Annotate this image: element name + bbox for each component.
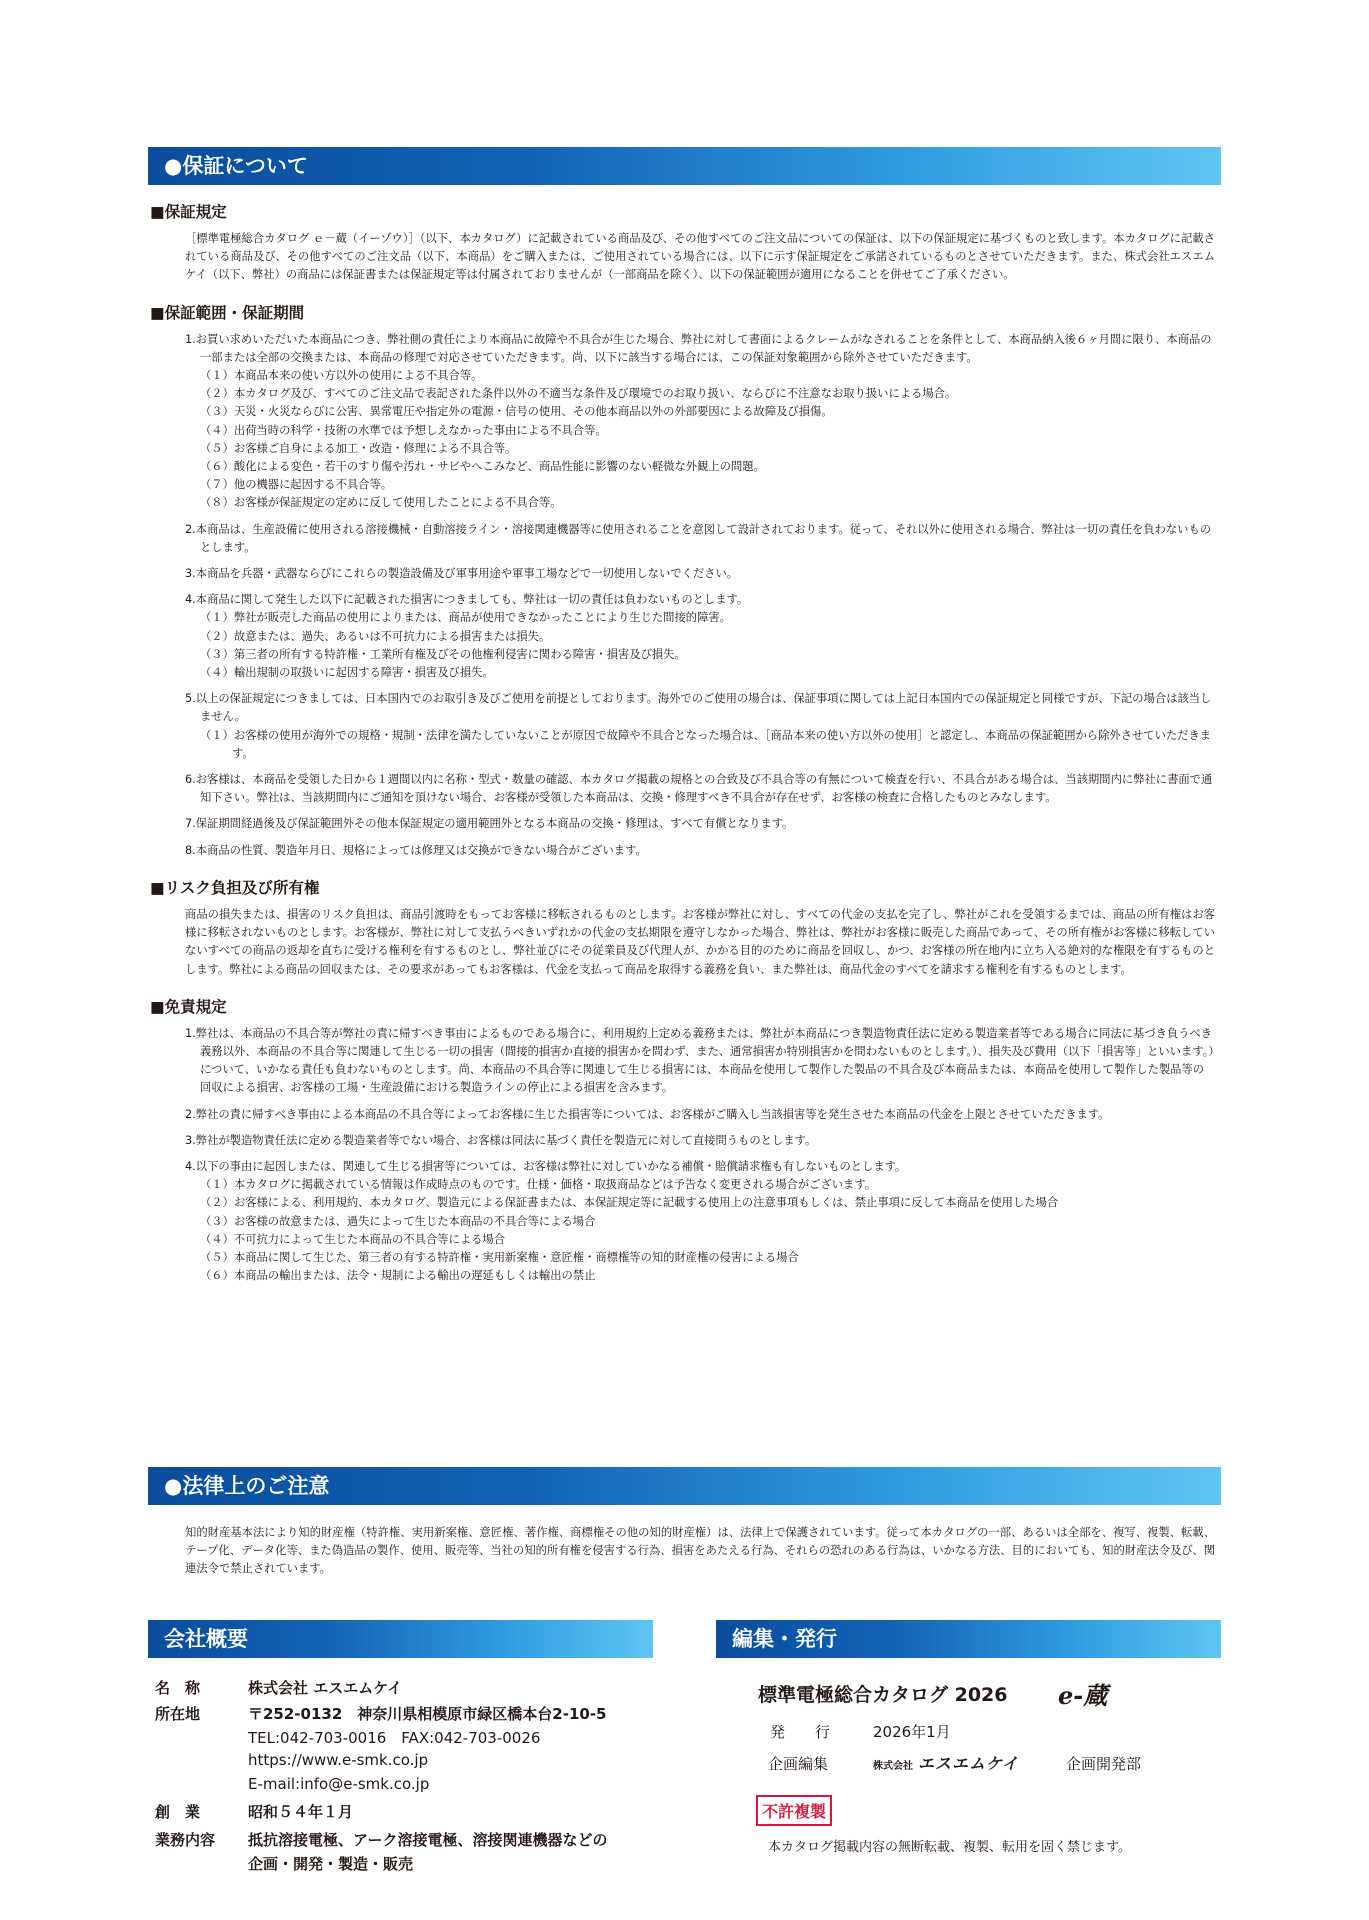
warranty-rules-text: ［標準電極総合カタログ ｅ－蔵（イーゾウ）］（以下、本カタログ）に記載されている商品及び、その他すべてのご注文品についての保証は、以下の保証規定に基づくものと致します。本カタログに記載されている商品及び、その他すべてのご注文品（以下、本商品）をご購入または、ご使用されている場合には、以下に示す保証規定をご承諾されているものとさせていただきます。また、株式会社エスエムケイ（以下、弊社）の商品には保証書または保証規定等は付属されておりませんが（一部商品を除く）、以下の保証範囲が適用になることを併せてご了承ください。 [185, 232, 1215, 282]
section-header-company [148, 1620, 653, 1658]
section-header-publish-text: 編集・発行 [732, 1627, 837, 1651]
department: 企画開発部 [1066, 1755, 1142, 1773]
issue-date: 2026年1月 [873, 1723, 951, 1741]
list-item: 8.本商品の性質、製造年月日、規格によっては修理又は交換ができない場合がございます。 [185, 843, 647, 857]
list-item: 4.以下の事由に起因しまたは、関連して生じる損害等については、お客様は弊社に対していかなる補償・賠償請求権も有しないものとします。 [185, 1159, 907, 1173]
list-item: 2.弊社の責に帰すべき事由による本商品の不具合等によってお客様に生じた損害等については、お客様がご購入し当該損害等を発生させた本商品の代金を上限とさせていただきます。 [185, 1107, 1110, 1121]
edit-label: 企画編集 [768, 1755, 829, 1773]
list-item: 2.本商品は、生産設備に使用される溶接機械・自動溶接ライン・溶接関連機器等に使用されることを意図して設計されております。従って、それ以外に使用される場合、弊社は一切の責任を負わないものとします。 [185, 522, 1212, 554]
sub-list-item: （４）出荷当時の科学・技術の水準では予想しえなかった事由による不具合等。 [200, 423, 607, 437]
sub-list-item: （４）不可抗力によって生じた本商品の不具合等による場合 [200, 1232, 506, 1246]
list-item: 4.本商品に関して発生した以下に記載された損害につきましても、弊社は一切の責任は負わないものとします。 [185, 593, 749, 607]
founded-label: 創 業 [155, 1803, 201, 1821]
sub-list-item: （６）本商品の輸出または、法令・規制による輸出の遅延もしくは輸出の禁止 [200, 1269, 596, 1283]
company-url[interactable]: https://www.e-smk.co.jp [248, 1751, 429, 1769]
subheading-disclaimer: ■免責規定 [150, 997, 227, 1016]
list-item: 6.お客様は、本商品を受領した日から１週間以内に名称・型式・数量の確認、本カタログ掲載の規格との合致及び不具合等の有無について検査を行い、不具合がある場合は、当該期間内に弊社に書面で通知下さい。弊社は、当該期間内にご通知を頂けない場合、お客様が受領した本商品は、交換・修理すべき不具合が存在せず、お客様の検査に合格したものとみなします。 [185, 773, 1213, 805]
sub-list-item: （１）本商品本来の使い方以外の使用による不具合等。 [200, 369, 483, 383]
list-item: 3.本商品を兵器・武器ならびにこれらの製造設備及び軍事用途や軍事工場などで一切使用しないでください。 [185, 567, 739, 581]
list-item: 1.弊社は、本商品の不具合等が弊社の責に帰すべき事由によるものである場合に、利用規約上定める義務または、弊社が本商品につき製造物責任法に定める製造業者等である場合に同法に基づき負うべき義務以外、本商品の不具合等に関連して生じる一切の損害（間接的損害か直接的損害かを問わず、また、通常損害か特別損害かを問わないものとします。）、損失及び費用（以下「損害等」といいます。）について、いかなる責任も負わないものとします。尚、本商品の不具合等に関連して生じる損害には、本商品を使用して製作した製品の不具合及び本商品または、本商品を使用して製作した製品等の回収による損害、お客様の工場・生産設備における製造ラインの停止による損害を含みます。 [185, 1026, 1215, 1095]
section-header-publish [716, 1620, 1221, 1658]
no-copy-stamp: 不許複製 [756, 1795, 832, 1826]
smk-logo: エスエムケイ [918, 1754, 1019, 1773]
copyright-notice: 本カタログ掲載内容の無断転載、複製、転用を固く禁じます。 [768, 1840, 1131, 1855]
sub-list-item: （５）本商品に関して生じた、第三者の有する特許権・実用新案権・意匠権・商標権等の知的財産権の侵害による場合 [200, 1250, 799, 1264]
company-email[interactable]: E-mail:info@e-smk.co.jp [248, 1775, 430, 1793]
company-name-label: 名 称 [155, 1679, 201, 1697]
subheading-risk-ownership: ■リスク負担及び所有権 [150, 878, 320, 897]
sub-list-item: （３）天災・火災ならびに公害、異常電圧や指定外の電源・信号の使用、その他本商品以外の外部要因による故障及び損傷。 [200, 405, 833, 419]
sub-list-item: （２）お客様による、利用規約、本カタログ、製造元による保証書または、本保証規定等に記載する使用上の注意事項もしくは、禁止事項に反して本商品を使用した場合 [200, 1196, 1059, 1210]
sub-list-item: （１）本カタログに掲載されている情報は作成時点のものです。仕様・価格・取扱商品などは予告なく変更される場合がございます。 [200, 1178, 877, 1192]
section-header-warranty-text: ●保証について [164, 154, 308, 178]
risk-ownership-text: 商品の損失または、損害のリスク負担は、商品引渡時をもってお客様に移転されるものとします。お客様が弊社に対し、すべての代金の支払を完了し、弊社がこれを受領するまでは、商品の所有権はお客様に移転されないものとします。お客様が、弊社に対して支払うべきいずれかの代金の支払期限を遵守しなかった場合、弊社は、弊社がお客様に販売した商品であって、その所有権がお客様に移転していないすべての商品の返却を直ちに受ける権利を有するものとし、弊社並びにその従業員及び代理人が、かかる目的のために商品を回収し、かつ、お客様の所在地内に立ち入る絶対的な権限を有するものとします。弊社による商品の回収または、その要求があってもお客様は、代金を支払って商品を取得する義務を負い、また弊社は、商品代金のすべてを請求する権利を有するものとします。 [185, 907, 1215, 976]
list-item: 7.保証期間経過後及び保証範囲外その他本保証規定の適用範囲外となる本商品の交換・修理は、すべて有償となります。 [185, 817, 794, 831]
sub-list-item: （２）本カタログ及び、すべてのご注文品で表記された条件以外の不適当な条件及び環境でのお取り扱い、ならびに不注意なお取り扱いによる場合。 [200, 387, 957, 401]
sub-list-item: （３）第三者の所有する特許権・工業所有権及びその他権利侵害に関わる障害・損害及び損失。 [200, 647, 686, 661]
company-name: 株式会社 エスエムケイ [248, 1679, 403, 1697]
sub-list-item: （１）弊社が販売した商品の使用によりまたは、商品が使用できなかったことにより生じた間接的障害。 [200, 611, 731, 625]
sub-list-item: （４）輸出規制の取扱いに起因する障害・損害及び損失。 [200, 666, 494, 680]
business-description-line2: 企画・開発・製造・販売 [248, 1855, 414, 1873]
company-address: 〒252-0132 神奈川県相模原市緑区橋本台2-10-5 [248, 1705, 607, 1723]
warranty-scope-list [150, 331, 1215, 860]
list-item: 5.以上の保証規定につきましては、日本国内でのお取引き及びご使用を前提としております。海外でのご使用の場合は、保証事項に関しては上記日本国内での保証規定と同様ですが、下記の場合は該当しません。 [185, 692, 1212, 724]
founded-date: 昭和５４年１月 [248, 1803, 354, 1821]
sub-list-item: （８）お客様が保証規定の定めに反して使用したことによる不具合等。 [200, 496, 562, 510]
company-address-label: 所在地 [155, 1705, 201, 1723]
subheading-warranty-scope: ■保証範囲・保証期間 [150, 303, 305, 322]
section-header-warranty [148, 147, 1221, 185]
sub-list-item: （６）酸化による変色・若干のすり傷や汚れ・サビやへこみなど、商品性能に影響のない軽微な外観上の問題。 [200, 460, 765, 474]
legal-notice-text: 知的財産基本法により知的財産権（特許権、実用新案権、意匠権、著作権、商標権その他の知的財産権）は、法律上で保護されています。従って本カタログの一部、あるいは全部を、複写、複製、転載、テープ化、データ化等、また偽造品の製作、使用、販売等、当社の知的所有権を侵害する行為、損害をあたえる行為、それらの恐れのある行為は、いかなる方法、目的においても、知的財産法令及び、関連法令で禁止されています。 [185, 1526, 1215, 1576]
sub-list-item: （５）お客様ご自身による加工・改造・修理による不具合等。 [200, 441, 517, 455]
sub-list-item: （１）お客様の使用が海外での規格・規制・法律を満たしていないことが原因で故障や不具合となった場合は、［商品本来の使い方以外の使用］と認定し、本商品の保証範囲から除外させていただきます。 [200, 728, 1212, 760]
company-small-label: 株式会社 [873, 1761, 913, 1772]
business-label: 業務内容 [155, 1831, 216, 1849]
sub-list-item: （３）お客様の故意または、過失によって生じた本商品の不具合等による場合 [200, 1214, 596, 1228]
section-header-company-text: 会社概要 [164, 1627, 248, 1651]
list-item: 3.弊社が製造物責任法に定める製造業者等でない場合、お客様は同法に基づく責任を製造元に対して直接問うものとします。 [185, 1133, 817, 1147]
sub-list-item: （２）故意または、過失、あるいは不可抗力による損害または損失。 [200, 629, 551, 643]
sub-list-item: （７）他の機器に起因する不具合等。 [200, 478, 393, 492]
warranty-body [150, 200, 1215, 1285]
section-header-legal-text: ●法律上のご注意 [164, 1474, 330, 1498]
list-item: 1.お買い求めいただいた本商品につき、弊社側の責任により本商品に故障や不具合が生じた場合、弊社に対して書面によるクレームがなされることを条件として、本商品納入後６ヶ月間に限り、本商品の一部または全部の交換または、本商品の修理で対応させていただきます。尚、以下に該当する場合には、この保証対象範囲から除外させていただきます。 [185, 332, 1212, 364]
section-header-legal [148, 1467, 1221, 1505]
business-description-line1: 抵抗溶接電極、アーク溶接電極、溶接関連機器などの [248, 1831, 608, 1849]
catalog-title: 標準電極総合カタログ 2026 [758, 1684, 1008, 1706]
e-zo-logo: e-蔵 [1058, 1681, 1108, 1710]
subheading-warranty-rules: ■保証規定 [150, 203, 227, 221]
issue-label: 発 行 [770, 1723, 831, 1741]
legal-body [150, 1524, 1215, 1579]
disclaimer-list [150, 1025, 1215, 1286]
company-tel-fax: TEL:042-703-0016 FAX:042-703-0026 [248, 1729, 541, 1747]
